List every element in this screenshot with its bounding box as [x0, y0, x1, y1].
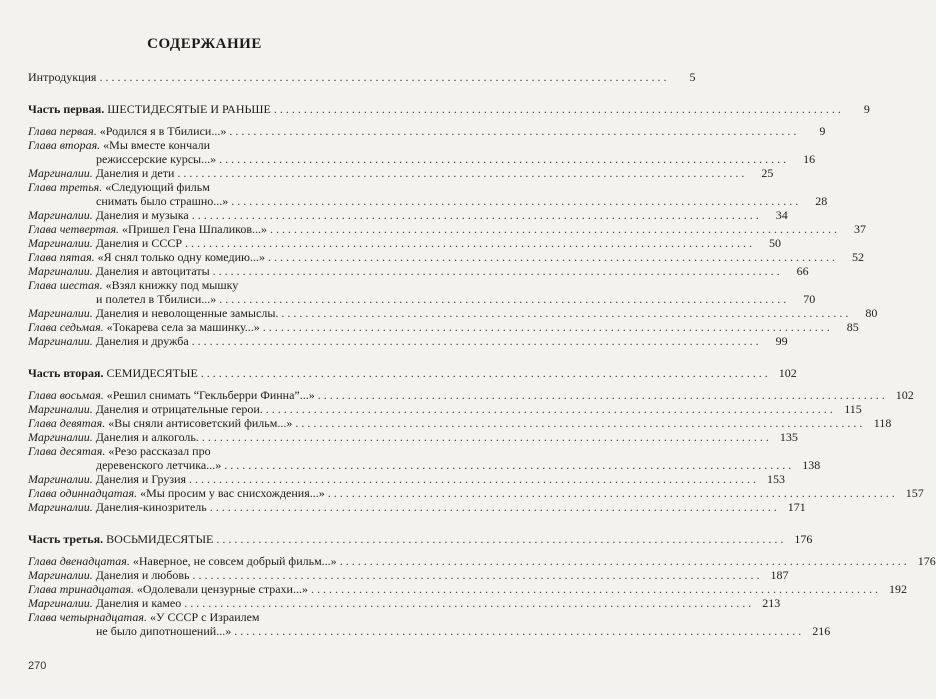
entry-title-cont: снимать было страшно...»: [96, 194, 229, 208]
toc-page-number: 85: [846, 320, 859, 334]
toc-entry: [28, 320, 859, 334]
toc-entry-line: [28, 152, 816, 166]
toc-page-number: 157: [905, 486, 924, 500]
entry-title: Данелия и камео: [95, 596, 182, 610]
part-label: Часть первая.: [28, 102, 105, 116]
toc-entry-text: [28, 430, 199, 444]
entry-kind: Глава первая.: [28, 124, 97, 138]
leader-dots: [263, 320, 830, 334]
toc-entry-line: [28, 138, 389, 152]
toc-entry-text: [28, 472, 186, 486]
entry-title: Данелия и Грузия: [95, 472, 187, 486]
entry-title: Данелия и музыка: [95, 208, 189, 222]
leader-dots: [231, 194, 798, 208]
entry-title-cont: и полетел в Тбилиси...»: [96, 292, 217, 306]
toc-entry: [28, 306, 878, 320]
toc-entry-text: Интродукция: [28, 70, 97, 84]
leader-dots: [219, 292, 786, 306]
toc-entry: [28, 166, 774, 180]
toc-entry: [28, 500, 806, 514]
toc-entry-text: [28, 250, 265, 264]
toc-entry-text: [28, 582, 308, 596]
entry-kind: Маргиналии.: [28, 472, 93, 486]
entry-kind: Маргиналии.: [28, 568, 93, 582]
page-folio: 270: [28, 660, 47, 672]
spacer: [28, 84, 389, 102]
toc-entry-line: [28, 458, 821, 472]
toc-page-number: 37: [854, 222, 867, 236]
toc-part-heading: [28, 102, 870, 116]
entry-title: Данелия и алкоголь.: [95, 430, 199, 444]
toc-entry-text: [28, 208, 189, 222]
toc-page-number: 70: [803, 292, 816, 306]
entry-title: «Наверное, не совсем добрый фильм...»: [132, 554, 337, 568]
entry-kind: Глава тринадцатая.: [28, 582, 134, 596]
leader-dots: [340, 554, 907, 568]
toc-entry-text: [28, 568, 190, 582]
part-label: Часть третья.: [28, 532, 104, 546]
toc-entry-text: [28, 596, 181, 610]
entry-kind: Маргиналии.: [28, 306, 93, 320]
spacer: [28, 380, 389, 388]
toc-entry-text: [28, 500, 207, 514]
leader-dots: [281, 306, 848, 320]
leader-dots: [210, 500, 777, 514]
toc-page-number: 80: [865, 306, 878, 320]
entry-kind: Маргиналии.: [28, 596, 93, 610]
toc-entry: [28, 264, 809, 278]
entry-kind: Маргиналии.: [28, 166, 93, 180]
toc-entry-intro: [28, 70, 696, 84]
toc-entry: [28, 610, 831, 638]
entry-kind: Маргиналии.: [28, 236, 93, 250]
toc-entry-text: [28, 306, 278, 320]
entry-kind: Маргиналии.: [28, 208, 93, 222]
leader-dots: [201, 366, 768, 380]
toc-entry: [28, 596, 781, 610]
leader-dots: [270, 222, 837, 236]
part-title: ШЕСТИДЕСЯТЫЕ И РАНЬШЕ: [107, 102, 271, 116]
entry-title: Данелия-кинозритель: [95, 500, 207, 514]
toc-entry: [28, 208, 788, 222]
leader-dots: [295, 416, 862, 430]
toc-entry: [28, 554, 936, 568]
toc-page-number: 135: [779, 430, 798, 444]
toc-part-text: [28, 102, 271, 116]
toc-page-number: 115: [844, 402, 862, 416]
entry-title: «Следующий фильм: [105, 180, 210, 194]
entry-kind: Глава четырнадцатая.: [28, 610, 147, 624]
toc-page-number: 16: [803, 152, 816, 166]
toc-entry: [28, 582, 907, 596]
toc-page-number: 171: [787, 500, 806, 514]
toc-part-heading: [28, 532, 813, 546]
toc-page-number: 118: [873, 416, 892, 430]
toc-entry: [28, 250, 864, 264]
leader-dots: [311, 582, 878, 596]
entry-kind: Глава двенадцатая.: [28, 554, 130, 568]
toc-entry: [28, 236, 781, 250]
toc-entry-text: [28, 166, 174, 180]
leader-dots: [219, 152, 786, 166]
leader-dots: [229, 124, 796, 138]
spacer: [28, 546, 389, 554]
entry-title: «Решил снимать “Гекльберри Финна”...»: [106, 388, 315, 402]
toc-page-number: 28: [815, 194, 828, 208]
leader-dots: [185, 236, 752, 250]
leader-dots: [224, 458, 791, 472]
toc-page-number: 102: [778, 366, 797, 380]
toc-entry-line: [28, 624, 831, 638]
leader-dots: [318, 388, 885, 402]
page-title: СОДЕРЖАНИЕ: [147, 36, 262, 52]
toc-entry: [28, 444, 821, 472]
toc-entry: [28, 416, 892, 430]
entry-kind: Глава десятая.: [28, 444, 106, 458]
leader-dots: [189, 472, 756, 486]
toc-entry-text: [28, 222, 267, 236]
toc-part-heading: [28, 366, 797, 380]
toc-entry-text: [28, 416, 292, 430]
entry-title: «Родился я в Тбилиси...»: [99, 124, 227, 138]
toc-entry-text: [28, 334, 189, 348]
toc-page-number: 102: [895, 388, 914, 402]
entry-title: Данелия и дружба: [95, 334, 189, 348]
toc-page-number: 5: [689, 70, 696, 84]
toc-page-number: 192: [888, 582, 907, 596]
toc-page-number: 50: [769, 236, 781, 250]
entry-title-cont: деревенского летчика...»: [96, 458, 222, 472]
entry-title-cont: не было дипотношений...»: [96, 624, 232, 638]
toc-entry: [28, 402, 862, 416]
toc-page-number: 9: [819, 124, 826, 138]
toc-page-number: 99: [775, 334, 788, 348]
toc-page-number: 176: [917, 554, 936, 568]
toc-page-number: 187: [770, 568, 789, 582]
entry-kind: Глава третья.: [28, 180, 103, 194]
entry-kind: Маргиналии.: [28, 402, 93, 416]
entry-kind: Маргиналии.: [28, 500, 93, 514]
leader-dots: [192, 208, 759, 222]
toc-entry: [28, 180, 828, 208]
toc-entry: [28, 472, 786, 486]
leader-dots: [184, 596, 751, 610]
entry-kind: Глава одиннадцатая.: [28, 486, 138, 500]
toc-entry-text: [28, 486, 325, 500]
entry-title: «Мы просим у вас снисхождения...»: [140, 486, 325, 500]
toc-entry: [28, 124, 826, 138]
leader-dots: [268, 250, 835, 264]
entry-title: «Взял книжку под мышку: [105, 278, 239, 292]
part-label: Часть вторая.: [28, 366, 104, 380]
toc-part-text: [28, 366, 198, 380]
toc-entry-text: [28, 264, 210, 278]
entry-title: Данелия и отрицательные герои.: [95, 402, 263, 416]
toc-entry-text: [28, 320, 260, 334]
toc-entry-text: [28, 124, 226, 138]
entry-title-cont: режиссерские курсы...»: [96, 152, 217, 166]
entry-title: «Пришел Гена Шпаликов...»: [122, 222, 268, 236]
toc-entry: [28, 430, 798, 444]
toc-entry: [28, 486, 924, 500]
toc-entry-text: [28, 236, 182, 250]
entry-title: Данелия и СССР: [95, 236, 182, 250]
leader-dots: [266, 402, 833, 416]
leader-dots: [193, 568, 760, 582]
toc-entry-line: [28, 278, 389, 292]
toc-entry-text: [28, 388, 315, 402]
entry-title: «Одолевали цензурные страхи...»: [136, 582, 308, 596]
toc-page-number: 153: [767, 472, 786, 486]
entry-kind: Глава пятая.: [28, 250, 95, 264]
entry-title: «Я снял только одну комедию...»: [97, 250, 265, 264]
toc-entry-text: [28, 554, 337, 568]
toc-page-number: 34: [775, 208, 788, 222]
entry-kind: Глава вторая.: [28, 138, 101, 152]
entry-title: Данелия и дети: [95, 166, 175, 180]
toc-entry: [28, 568, 789, 582]
toc-page-number: 138: [802, 458, 821, 472]
leader-dots: [177, 166, 744, 180]
entry-kind: Глава восьмая.: [28, 388, 104, 402]
entry-kind: Глава шестая.: [28, 278, 103, 292]
leader-dots: [202, 430, 769, 444]
toc-entry-line: [28, 292, 816, 306]
part-title: СЕМИДЕСЯТЫЕ: [106, 366, 198, 380]
spacer: [28, 116, 389, 124]
toc-entry: [28, 334, 788, 348]
toc-page-number: 25: [761, 166, 774, 180]
spacer: [28, 514, 389, 532]
entry-kind: Маргиналии.: [28, 334, 93, 348]
toc-part-text: [28, 532, 213, 546]
toc-page-number: 213: [762, 596, 781, 610]
toc-entry: [28, 222, 867, 236]
toc-entry-line: [28, 444, 389, 458]
leader-dots: [234, 624, 801, 638]
spacer: [28, 348, 389, 366]
entry-title: «Мы вместе кончали: [103, 138, 210, 152]
entry-title: «Резо рассказал про: [108, 444, 211, 458]
leader-dots: [274, 102, 841, 116]
toc-entry-line: [28, 610, 389, 624]
entry-title: «Токарева села за машинку...»: [106, 320, 260, 334]
toc-entry-text: [28, 402, 263, 416]
toc-entry-line: [28, 180, 389, 194]
entry-title: Данелия и неволощенные замыслы.: [95, 306, 279, 320]
leader-dots: [192, 334, 759, 348]
entry-kind: Маргиналии.: [28, 264, 93, 278]
toc-page-number: 66: [796, 264, 809, 278]
entry-kind: Глава девятая.: [28, 416, 106, 430]
toc-page-number: 9: [863, 102, 870, 116]
toc-entry-line: [28, 194, 828, 208]
toc-entry: [28, 278, 816, 306]
leader-dots: [216, 532, 783, 546]
table-of-contents: [28, 70, 936, 638]
toc-entry: [28, 388, 914, 402]
leader-dots: [328, 486, 895, 500]
toc-page-number: 52: [851, 250, 864, 264]
entry-kind: Глава седьмая.: [28, 320, 104, 334]
leader-dots: [213, 264, 780, 278]
entry-title: Данелия и автоцитаты: [95, 264, 210, 278]
entry-kind: Глава четвертая.: [28, 222, 120, 236]
toc-page-number: 216: [812, 624, 831, 638]
part-title: ВОСЬМИДЕСЯТЫЕ: [106, 532, 214, 546]
toc-entry: [28, 138, 816, 166]
leader-dots: [99, 70, 666, 84]
entry-title: «У СССР с Израилем: [149, 610, 260, 624]
toc-page-number: 176: [794, 532, 813, 546]
entry-title: «Вы сняли антисоветский фильм...»: [108, 416, 293, 430]
entry-title: Данелия и любовь: [95, 568, 190, 582]
entry-kind: Маргиналии.: [28, 430, 93, 444]
